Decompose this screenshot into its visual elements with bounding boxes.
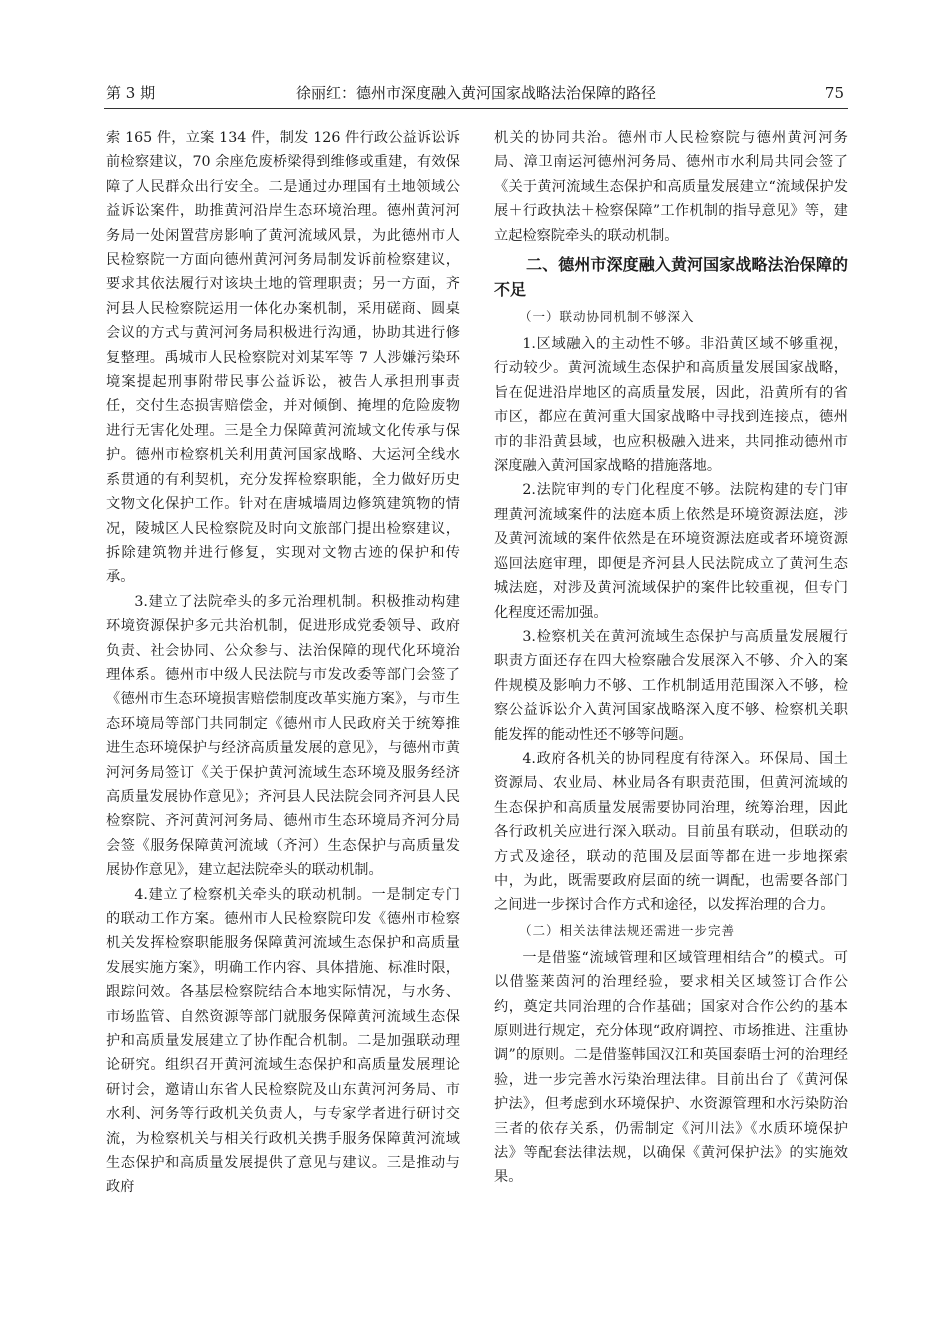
paragraph-continued-right: 机关的协同共治。德州市人民检察院与德州黄河河务局、漳卫南运河德州河务局、德州市水利局共同会签了《关于黄河流域生态保护和高质量发展建立“流域保护发展＋行政执法＋检察保障”工作机制的指导意见》等，建立起检察院牵头的联动机制。 (494, 130, 848, 244)
paragraph-regional-integration: 1.区域融入的主动性不够。非沿黄区域不够重视，行动较少。黄河流域生态保护和高质量发展国家战略，旨在促进沿岸地区的高质量发展，因此，沿黄所有的省市区，都应在黄河重大国家战略中寻找到连接点，德州市的非沿黄县域，也应积极融入进来，共同推动德州市深度融入黄河国家战略的措施落地。 (494, 336, 848, 475)
running-title: 徐丽红：德州市深度融入黄河国家战略法治保障的路径 (295, 84, 656, 102)
paragraph-court-mechanism: 3.建立了法院牵头的多元治理机制。积极推动构建环境资源保护多元共治机制，促进形成党委领导、政府负责、社会协同、公众参与、法治保障的现代化环境治理体系。德州市中级人民法院与市发改委等部门会签了《德州市生态环境损害赔偿制度改革实施方案》，与市生态环境局等部门共同制定《德州市人民政府关于统筹推进生态环境保护与经济高质量发展的意见》，与德州市黄河河务局签订《关于保护黄河流域生态环境及服务经济高质量发展协作意见》；齐河县人民法院会同齐河县人民检察院、齐河黄河河务局、德州市生态环境局齐河分局会签《服务保障黄河流域（齐河）生态保护与高质量发展协作意见》，建立起法院牵头的联动机制。 (106, 593, 460, 879)
page-number: 75 (824, 84, 844, 102)
paragraph-procuratorate-duties: 3.检察机关在黄河流域生态保护与高质量发展履行职责方面还存在四大检察融合发展深入不够、介入的案件规模及影响力不够、工作机制适用范围深入不够，检察公益诉讼介入黄河国家战略深入度不够、检察机关职能发挥的能动性还不够等问题。 (494, 628, 848, 743)
subsection-heading-2: （二）相关法律法规还需进一步完善 (519, 922, 736, 938)
paragraph-government-coordination: 4.政府各机关的协同程度有待深入。环保局、国土资源局、农业局、林业局各有职责范围，但黄河流域的生态保护和高质量发展需要协同治理，统筹治理，因此各行政机关应进行深入联动。目前虽有联动，但联动的方式及途径，联动的范围及层面等都在进一步地探索中，为此，既需要政府层面的统一调配，也需要各部门之间进一步探讨合作方式和途径，以发挥治理的合力。 (494, 750, 848, 914)
subsection-heading-1: （一）联动协同机制不够深入 (519, 309, 695, 325)
paragraph-procuratorate-mechanism: 4.建立了检察机关牵头的联动机制。一是制定专门的联动工作方案。德州市人民检察院印发《德州市检察机关发挥检察职能服务保障黄河流域生态保护和高质量发展实施方案》，明确工作内容、具体措施、标准时限，跟踪问效。各基层检察院结合本地实际情况，与水务、市场监管、自然资源等部门就服务保障黄河流域生态保护和高质量发展建立了协作配合机制。二是加强联动理论研究。组织召开黄河流域生态保护和高质量发展理论研讨会，邀请山东省人民检察院及山东黄河河务局、市水利、河务等行政机关负责人，与专家学者进行研讨交流，为检察机关与相关行政机关携手服务保障黄河流域生态保护和高质量发展提供了意见与建议。三是推动与政府 (106, 886, 460, 1196)
left-column (106, 126, 460, 1200)
right-column (494, 126, 848, 1190)
section-heading: 二、德州市深度融入黄河国家战略法治保障的不足 (494, 255, 848, 300)
running-header (104, 80, 848, 109)
paragraph-court-specialization: 2.法院审判的专门化程度不够。法院构建的专门审理黄河流域案件的法庭本质上依然是环境资源法庭，涉及黄河流域的案件依然是在环境资源法庭或者环境资源巡回法庭审理，即便是齐河县人民法院成立了黄河生态城法庭，对涉及黄河流域保护的案件比较重视，但专门化程度还需加强。 (494, 482, 848, 621)
paragraph-laws-improvement: 一是借鉴“流域管理和区域管理相结合”的模式。可以借鉴莱茵河的治理经验，要求相关区域签订合作公约，奠定共同治理的合作基础；国家对合作公约的基本原则进行规定，充分体现“政府调控、市场推进、注重协调”的原则。二是借鉴韩国汉江和英国泰晤士河的治理经验，进一步完善水污染治理法律。目前出台了《黄河保护法》，但考虑到水环境保护、水资源管理和水污染防治三者的依存关系，仍需制定《河川法》《水质环境保护法》等配套法律法规，以确保《黄河保护法》的实施效果。 (494, 949, 848, 1186)
issue-number: 第 3 期 (106, 84, 156, 102)
paragraph-continued: 索 165 件，立案 134 件，制发 126 件行政公益诉讼诉前检察建议，70 余座危废桥梁得到维修或重建，有效保障了人民群众出行安全。二是通过办理国有土地领域公益诉讼案件，助推黄河沿岸生态环境治理。德州黄河河务局一处闲置营房影响了黄河流域风景，为此德州市人民检察院一方面向德州黄河河务局制发诉前检察建议，要求其依法履行对该块土地的管理职责；另一方面，齐河县人民检察院运用一体化办案机制，采用磋商、圆桌会议的方式与黄河河务局积极进行沟通，协助其进行修复整理。禹城市人民检察院对刘某军等 7 人涉嫌污染环境案提起刑事附带民事公益诉讼，被告人承担刑事责任，交付生态损害赔偿金，并对倾倒、掩埋的危险废物进行无害化处理。三是全力保障黄河流域文化传承与保护。德州市检察机关利用黄河国家战略、大运河全线水系贯通的有利契机，充分发挥检察职能，全力做好历史文物文化保护工作。针对在唐城墙周边修筑建筑物的情况，陵城区人民检察院及时向文旅部门提出检察建议，拆除建筑物并进行修复，实现对文物古迹的保护和传承。 (106, 130, 460, 586)
